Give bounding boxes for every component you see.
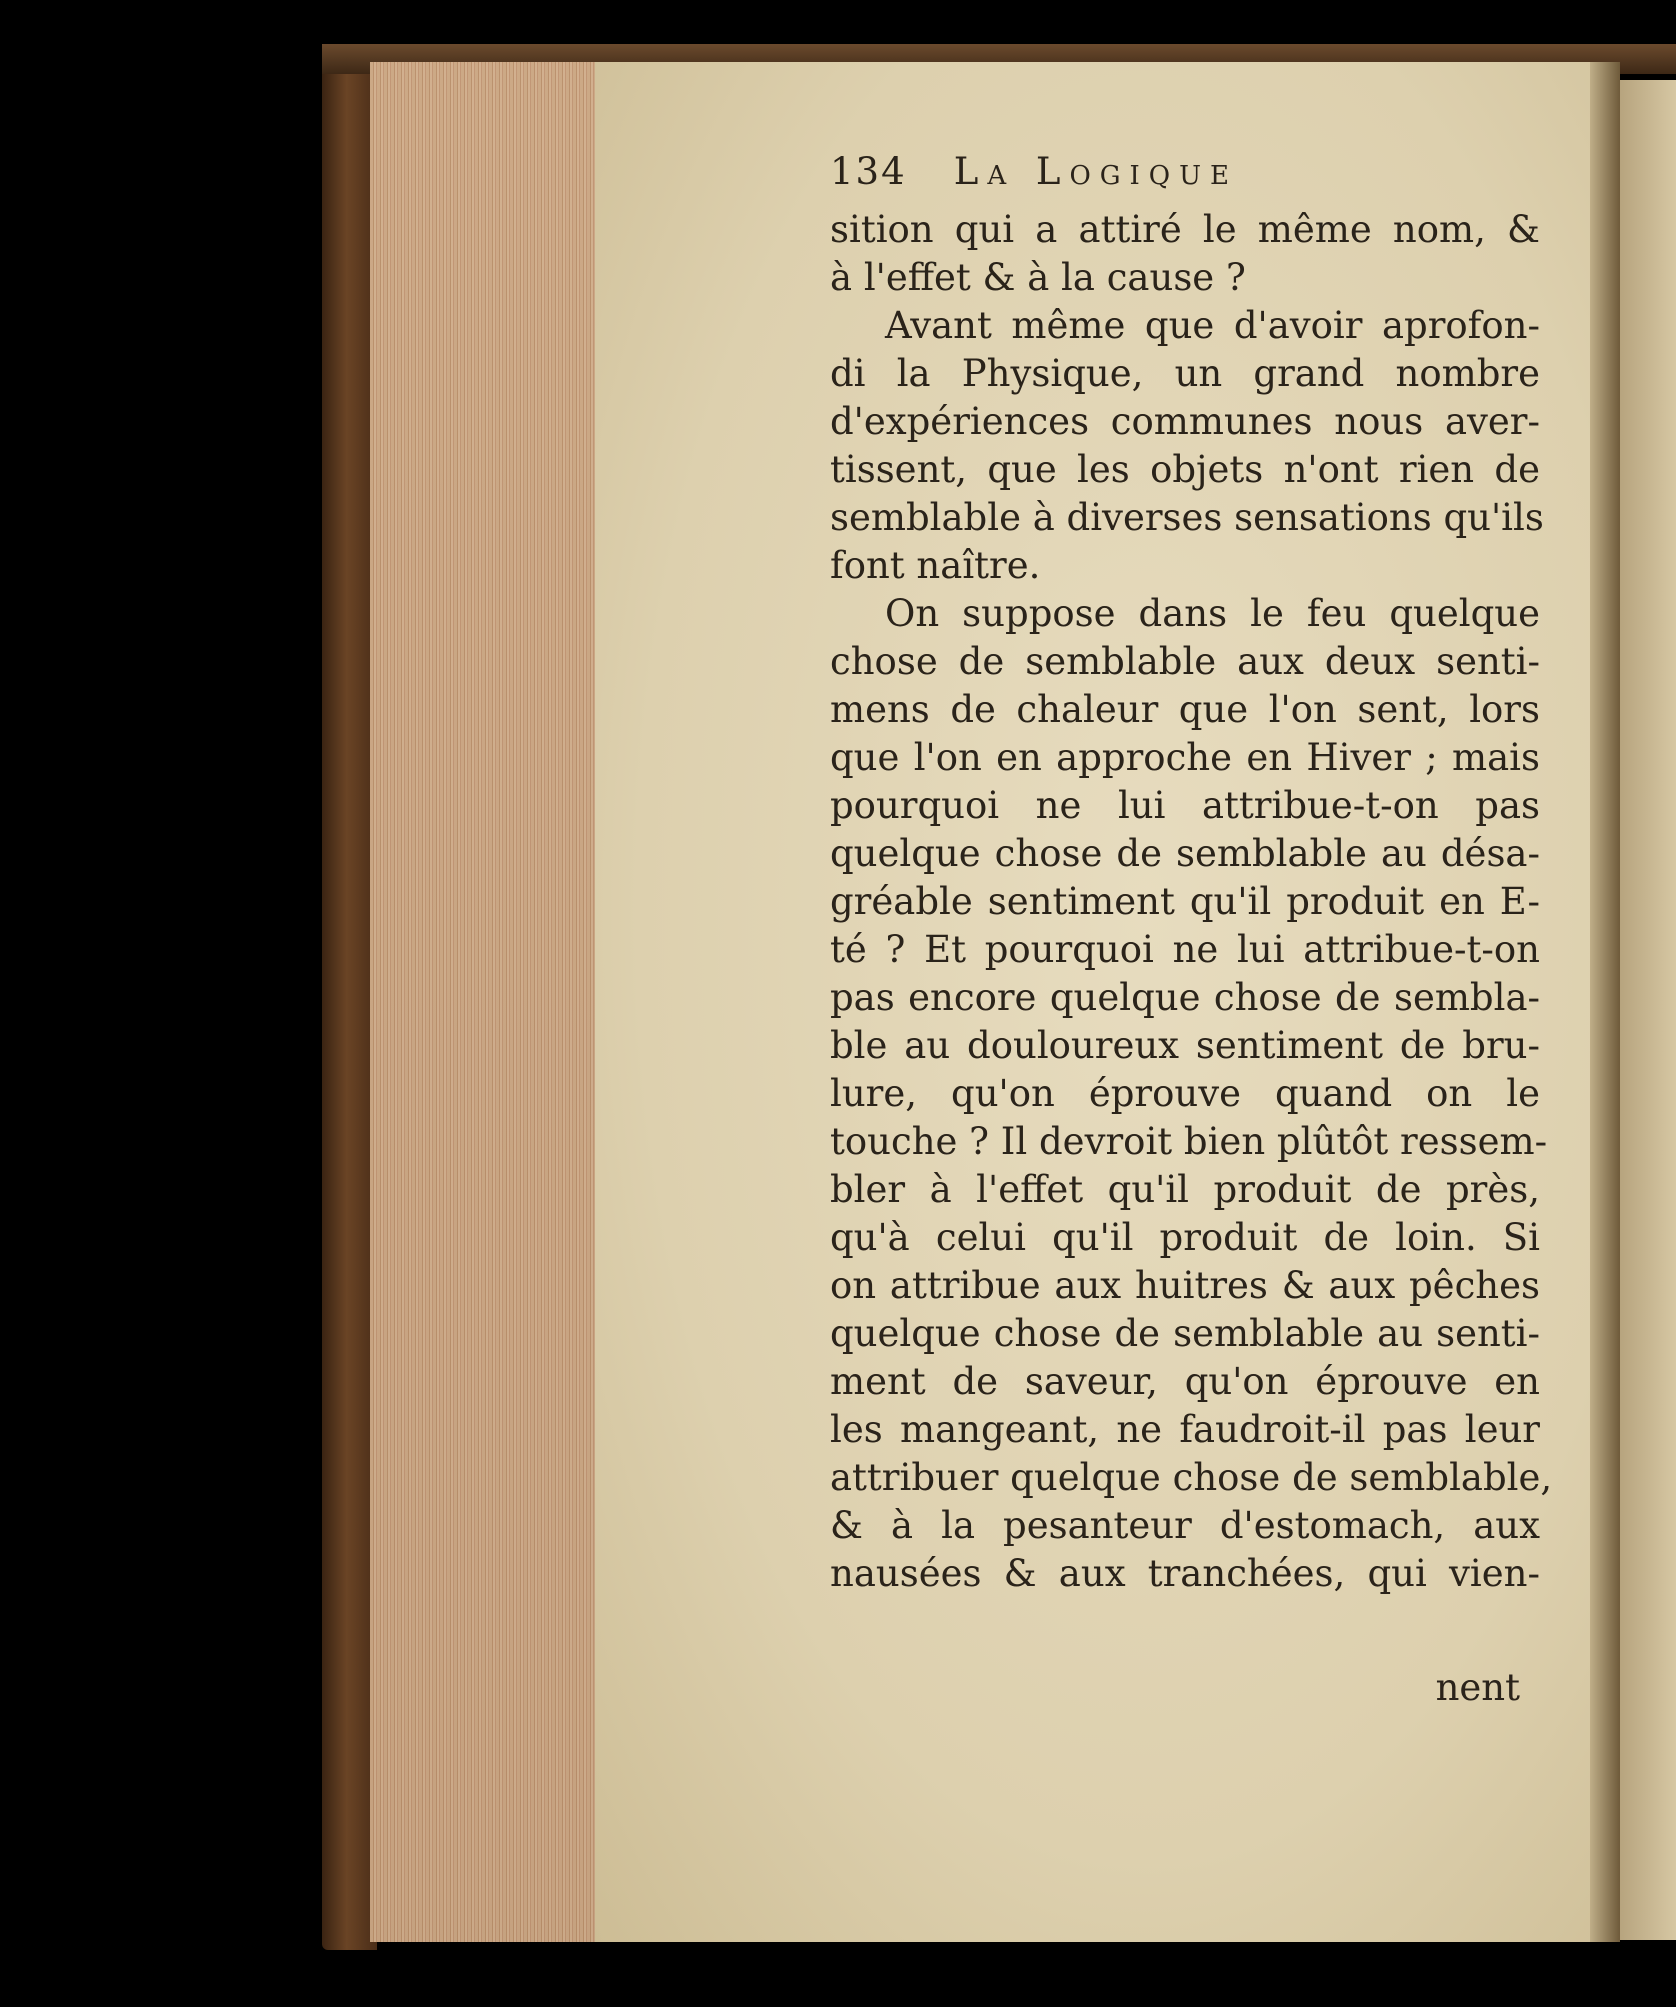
text-line: ment de saveur, qu'on éprouve en [830, 1360, 1540, 1403]
text-line: ble au douloureux sentiment de bru- [830, 1024, 1540, 1067]
text-line: à l'effet & à la cause ? [830, 256, 1246, 299]
book-spine [322, 50, 377, 1950]
page-block-edge-tint [370, 62, 595, 1942]
text-line: On suppose dans le feu quelque [885, 592, 1540, 635]
text-line: Avant même que d'avoir aprofon- [885, 304, 1540, 347]
page-number: 134 [830, 150, 907, 193]
text-line: pourquoi ne lui attribue-t-on pas [830, 784, 1540, 827]
catchword: nent [1435, 1666, 1520, 1709]
text-line: pas encore quelque chose de sembla- [830, 976, 1540, 1019]
facing-page-edge [1620, 80, 1676, 1940]
text-line: qu'à celui qu'il produit de loin. Si [830, 1216, 1540, 1259]
text-line: di la Physique, un grand nombre [830, 352, 1540, 395]
text-line: d'expériences communes nous aver- [830, 400, 1540, 443]
text-line: té ? Et pourquoi ne lui attribue-t-on [830, 928, 1540, 971]
text-line: sition qui a attiré le même nom, & [830, 208, 1540, 251]
text-line: semblable à diverses sensations qu'ils [830, 496, 1544, 539]
text-line: tissent, que les objets n'ont rien de [830, 448, 1540, 491]
body-text [830, 206, 1553, 1598]
text-line: on attribue aux huitres & aux pêches [830, 1264, 1540, 1307]
text-line: nausées & aux tranchées, qui vien- [830, 1552, 1540, 1595]
page-header [830, 150, 1530, 200]
text-line: mens de chaleur que l'on sent, lors [830, 688, 1540, 731]
page-gutter [1590, 62, 1620, 1942]
text-line: que l'on en approche en Hiver ; mais [830, 736, 1540, 779]
text-line: lure, qu'on éprouve quand on le [830, 1072, 1540, 1115]
text-line: & à la pesanteur d'estomach, aux [830, 1504, 1540, 1547]
text-line: bler à l'effet qu'il produit de près, [830, 1168, 1540, 1211]
running-title: La Logique [953, 150, 1239, 193]
text-line: attribuer quelque chose de semblable, [830, 1456, 1553, 1499]
text-line: chose de semblable aux deux senti- [830, 640, 1540, 683]
text-line: font naître. [830, 544, 1041, 587]
text-line: les mangeant, ne faudroit-il pas leur [830, 1408, 1540, 1451]
text-line: touche ? Il devroit bien plûtôt ressem- [830, 1120, 1548, 1163]
text-line: quelque chose de semblable au désa- [830, 832, 1540, 875]
text-line: gréable sentiment qu'il produit en E- [830, 880, 1540, 923]
text-line: quelque chose de semblable au senti- [830, 1312, 1540, 1355]
